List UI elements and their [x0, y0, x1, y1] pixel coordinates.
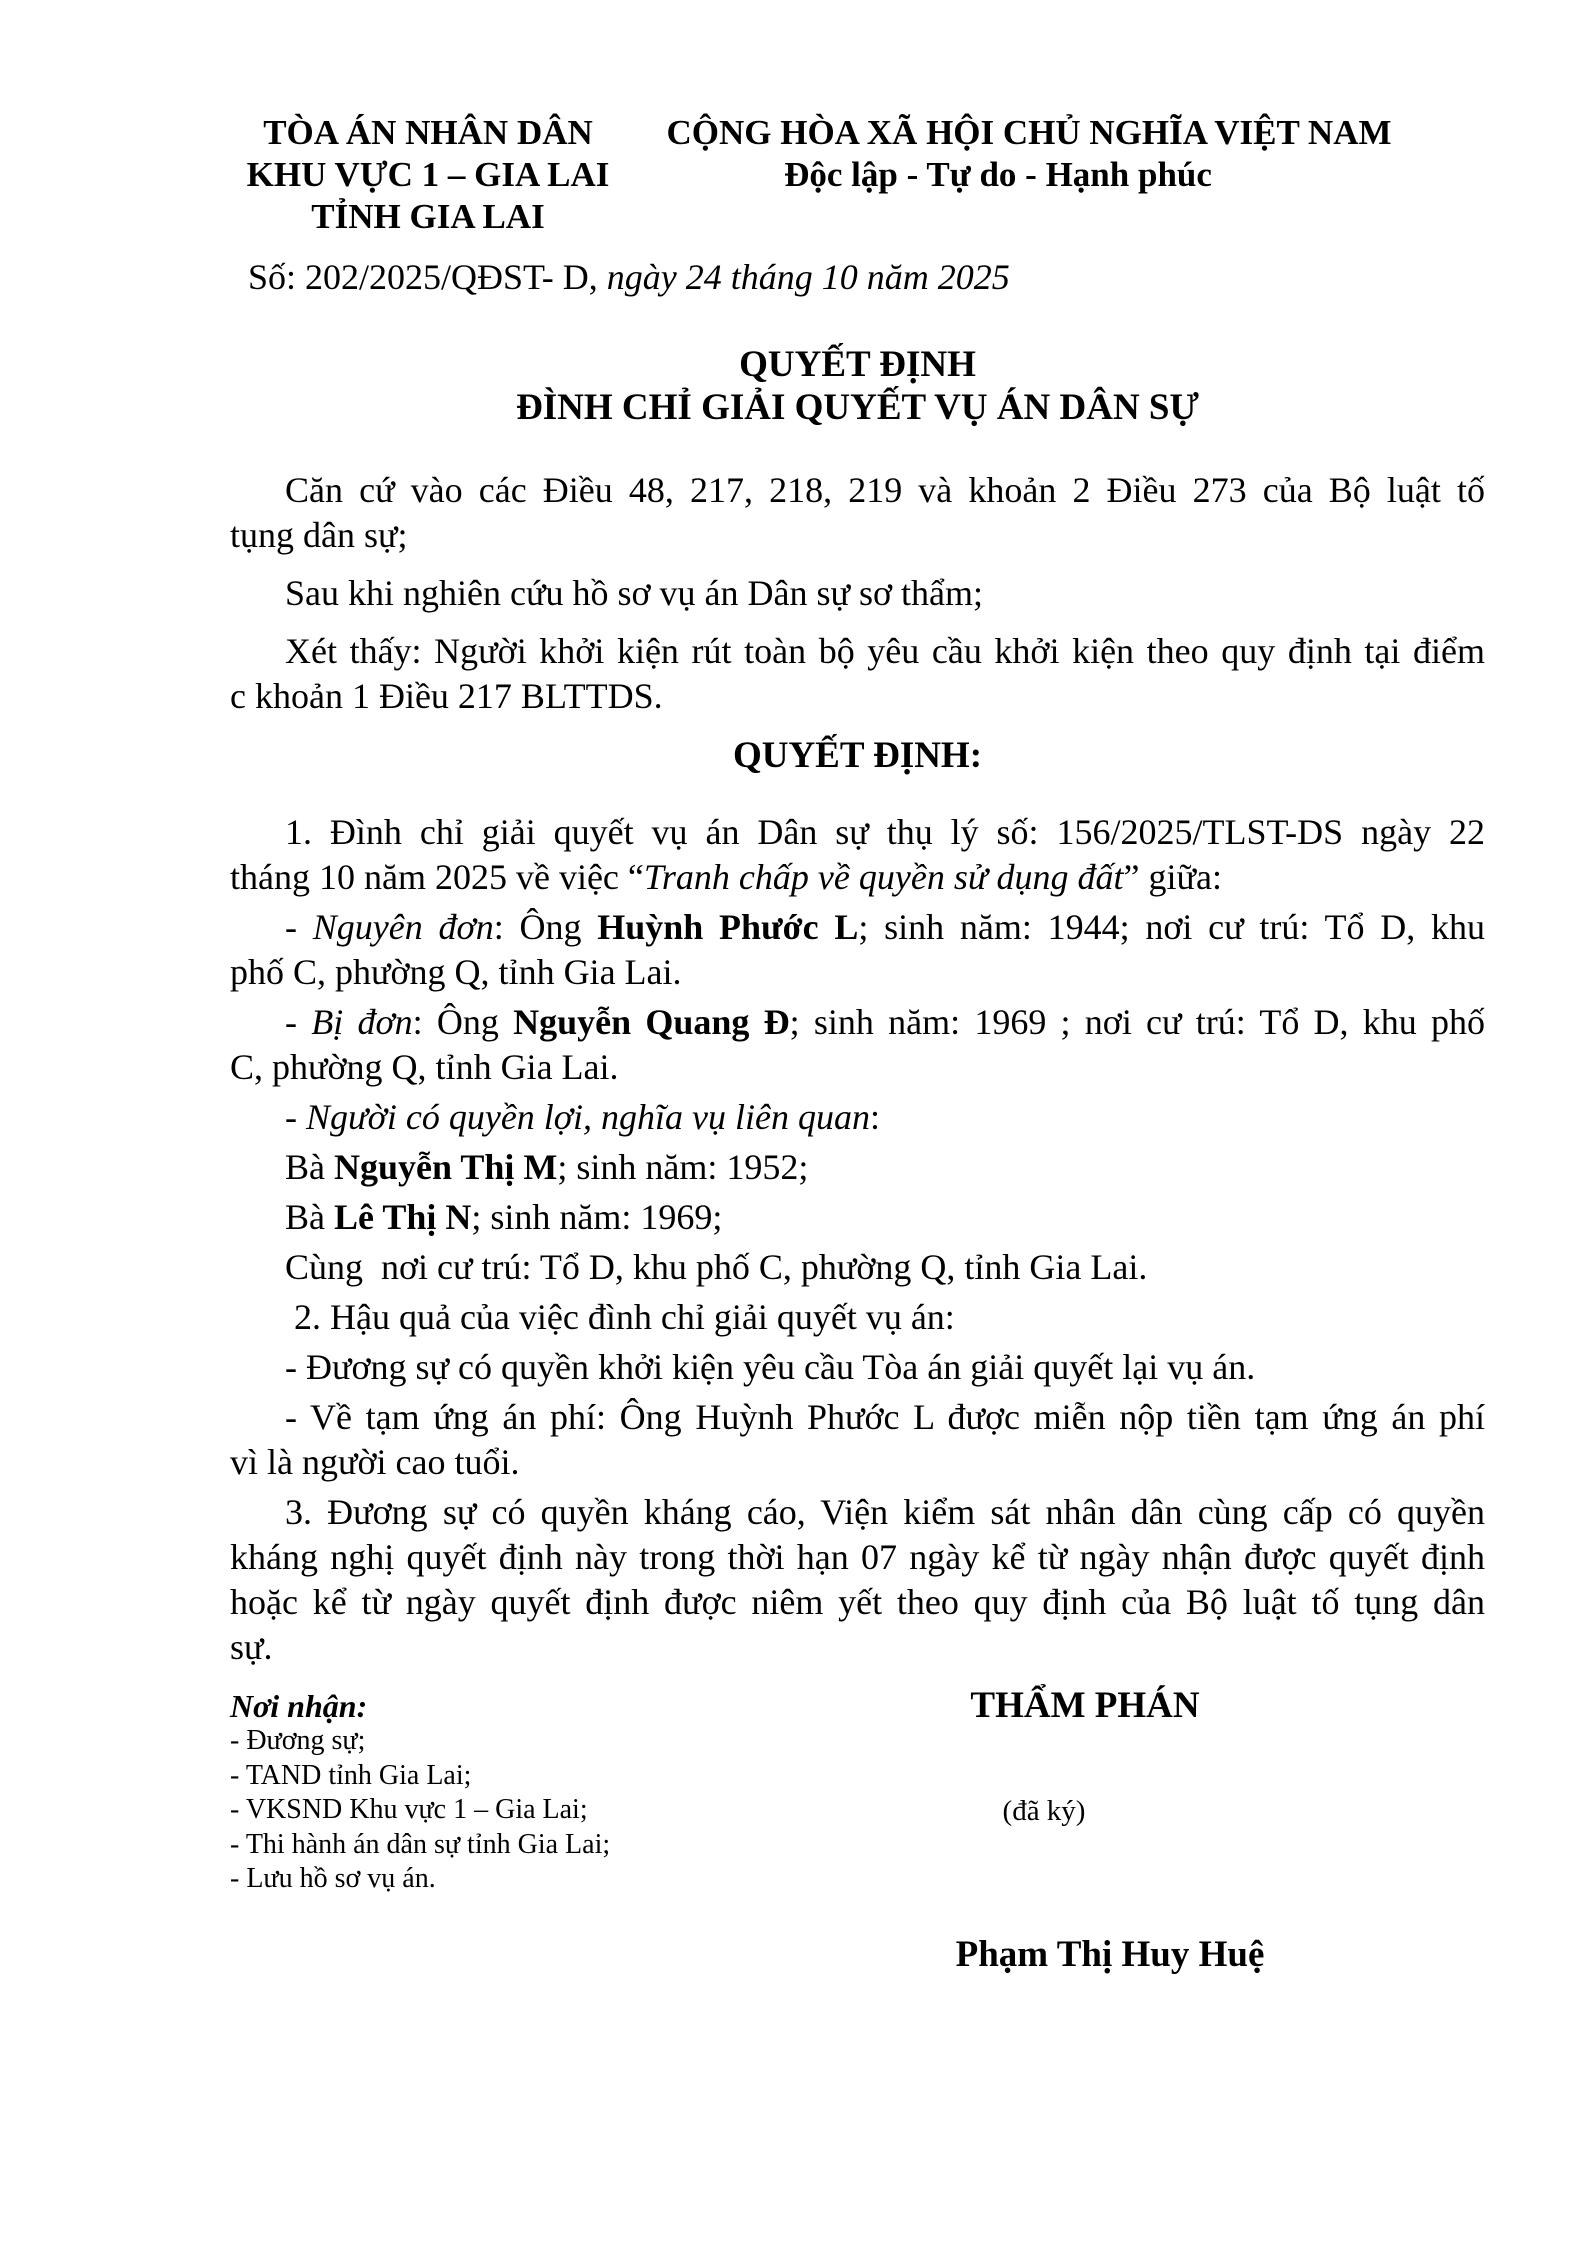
recipient-item: - Lưu hồ sơ vụ án.	[230, 1863, 436, 1894]
italic-text: Nguyên đơn	[312, 907, 494, 947]
text-line	[230, 1095, 1485, 1140]
paragraph	[230, 810, 1485, 900]
text-run: : Ông	[412, 1002, 514, 1042]
text-line	[230, 1045, 1485, 1090]
text-line	[230, 1625, 1485, 1670]
text-run: phố C, phường Q, tỉnh Gia Lai.	[230, 952, 682, 992]
court-name	[208, 112, 648, 238]
text-run: Căn cứ vào các Điều 48, 217, 218, 219 và khoản 2 Điều 273 của Bộ luật tố	[285, 470, 1485, 510]
italic-text: Bị đơn	[311, 1002, 413, 1042]
paragraph	[230, 1345, 1485, 1390]
text-line	[230, 1580, 1485, 1625]
paragraph	[230, 1395, 1485, 1485]
text-run: :	[869, 1097, 880, 1137]
recipient-list	[230, 1724, 790, 1897]
paragraph	[230, 905, 1485, 995]
paragraph	[230, 629, 1485, 719]
document-number-line	[248, 256, 1010, 299]
paragraph	[230, 1195, 1485, 1240]
text-line	[230, 1490, 1485, 1535]
text-run: ; sinh năm: 1952;	[557, 1147, 809, 1187]
text-line	[230, 1145, 1485, 1190]
recipients-title: Nơi nhận:	[230, 1688, 368, 1724]
text-run: kháng nghị quyết định này trong thời hạn 07 ngày kể từ ngày nhận được quyết định	[230, 1537, 1485, 1577]
signature-status: (đã ký)	[1002, 1795, 1086, 1827]
bold-text: Nguyễn Quang Đ	[513, 1002, 790, 1042]
text-line	[230, 905, 1485, 950]
court-name-line: TỈNH GIA LAI	[311, 197, 545, 236]
text-line	[230, 810, 1485, 855]
decision-heading: QUYẾT ĐỊNH:	[732, 735, 983, 776]
text-line	[230, 950, 1485, 995]
bold-text: Huỳnh Phước L	[597, 907, 859, 947]
text-line	[230, 629, 1485, 674]
text-run: sự.	[230, 1627, 273, 1667]
text-run: Bà	[285, 1197, 334, 1237]
text-run: tụng dân sự;	[230, 515, 408, 555]
text-line	[230, 1195, 1485, 1240]
considerations	[230, 468, 1485, 719]
signature-role: THẨM PHÁN	[970, 1685, 1200, 1726]
document-body	[230, 468, 1485, 1675]
paragraph	[230, 1145, 1485, 1190]
text-run: -	[285, 907, 313, 947]
signer-name: Phạm Thị Huy Huệ	[955, 1934, 1265, 1975]
text-run: c khoản 1 Điều 217 BLTTDS.	[230, 676, 663, 716]
text-line	[230, 1345, 1485, 1390]
italic-text: Người có quyền lợi, nghĩa vụ liên quan	[306, 1097, 870, 1137]
national-title: CỘNG HÒA XÃ HỘI CHỦ NGHĨA VIỆT NAM	[666, 113, 1392, 152]
paragraph	[230, 1245, 1485, 1290]
paragraph	[230, 1095, 1485, 1140]
text-run: ; sinh năm: 1969 ; nơi cư trú: Tổ D, khu phố	[789, 1002, 1486, 1042]
paragraph	[230, 571, 1485, 616]
bold-text: Nguyễn Thị M	[334, 1147, 558, 1187]
text-line	[230, 1245, 1485, 1290]
text-line	[230, 855, 1485, 900]
text-run: -	[285, 1097, 306, 1137]
text-run: C, phường Q, tỉnh Gia Lai.	[230, 1047, 619, 1087]
text-run: Sau khi nghiên cứu hồ sơ vụ án Dân sự sơ thẩm;	[285, 573, 984, 613]
text-line	[230, 1395, 1485, 1440]
text-run: Bà	[285, 1147, 334, 1187]
text-line	[230, 468, 1485, 513]
court-name-line: KHU VỰC 1 – GIA LAI	[246, 155, 610, 194]
text-run: vì là người cao tuổi.	[230, 1442, 520, 1482]
decision-items	[230, 810, 1485, 1670]
text-line	[230, 571, 1485, 616]
text-run: - Đương sự có quyền khởi kiện yêu cầu Tòa án giải quyết lại vụ án.	[285, 1347, 1256, 1387]
court-name-line: TÒA ÁN NHÂN DÂN	[263, 113, 593, 152]
text-line	[230, 513, 1485, 558]
text-run: Xét thấy: Người khởi kiện rút toàn bộ yêu cầu khởi kiện theo quy định tại điểm	[285, 631, 1485, 671]
text-line	[230, 1000, 1485, 1045]
document-number: Số: 202/2025/QĐST- D,	[248, 257, 598, 297]
text-run: ; sinh năm: 1944; nơi cư trú: Tổ D, khu	[858, 907, 1486, 947]
text-line	[230, 674, 1485, 719]
recipient-item: - Đương sự;	[230, 1725, 366, 1756]
italic-text: Tranh chấp về quyền sử dụng đất	[643, 857, 1124, 897]
text-run: 3. Đương sự có quyền kháng cáo, Viện kiểm sát nhân dân cùng cấp có quyền	[285, 1492, 1485, 1532]
text-run: 2. Hậu quả của việc đình chỉ giải quyết vụ án:	[285, 1297, 955, 1337]
text-run: : Ông	[493, 907, 598, 947]
recipient-item: - VKSND Khu vực 1 – Gia Lai;	[230, 1794, 588, 1825]
text-line	[230, 1440, 1485, 1485]
recipient-item: - TAND tỉnh Gia Lai;	[230, 1759, 472, 1791]
recipients-block	[230, 1688, 790, 1897]
decision-title: QUYẾT ĐỊNH	[739, 344, 976, 385]
text-run: ” giữa:	[1123, 857, 1222, 897]
bold-text: Lê Thị N	[334, 1197, 472, 1237]
issue-date: ngày 24 tháng 10 năm 2025	[597, 257, 1010, 297]
text-run: -	[285, 1002, 312, 1042]
text-run: - Về tạm ứng án phí: Ông Huỳnh Phước L được miễn nộp tiền tạm ứng án phí	[285, 1397, 1485, 1437]
recipient-item: - Thi hành án dân sự tỉnh Gia Lai;	[230, 1828, 611, 1860]
text-run: 1. Đình chỉ giải quyết vụ án Dân sự thụ lý số: 156/2025/TLST-DS ngày 22	[285, 812, 1485, 852]
decision-title-block	[230, 343, 1485, 429]
text-run: hoặc kể từ ngày quyết định được niêm yết theo quy định của Bộ luật tố tụng dân	[230, 1582, 1485, 1622]
text-run: Cùng nơi cư trú: Tổ D, khu phố C, phường Q, tỉnh Gia Lai.	[285, 1247, 1148, 1287]
text-line	[230, 1295, 1485, 1340]
paragraph	[230, 1295, 1485, 1340]
text-line	[230, 1535, 1485, 1580]
paragraph	[230, 1000, 1485, 1090]
paragraph	[230, 468, 1485, 558]
national-motto: Độc lập - Tự do - Hạnh phúc	[784, 155, 1212, 194]
text-run: ; sinh năm: 1969;	[471, 1197, 723, 1237]
decision-subtitle: ĐÌNH CHỈ GIẢI QUYẾT VỤ ÁN DÂN SỰ	[516, 387, 1199, 428]
paragraph	[230, 1490, 1485, 1670]
text-run: tháng 10 năm 2025 về việc “	[230, 857, 644, 897]
